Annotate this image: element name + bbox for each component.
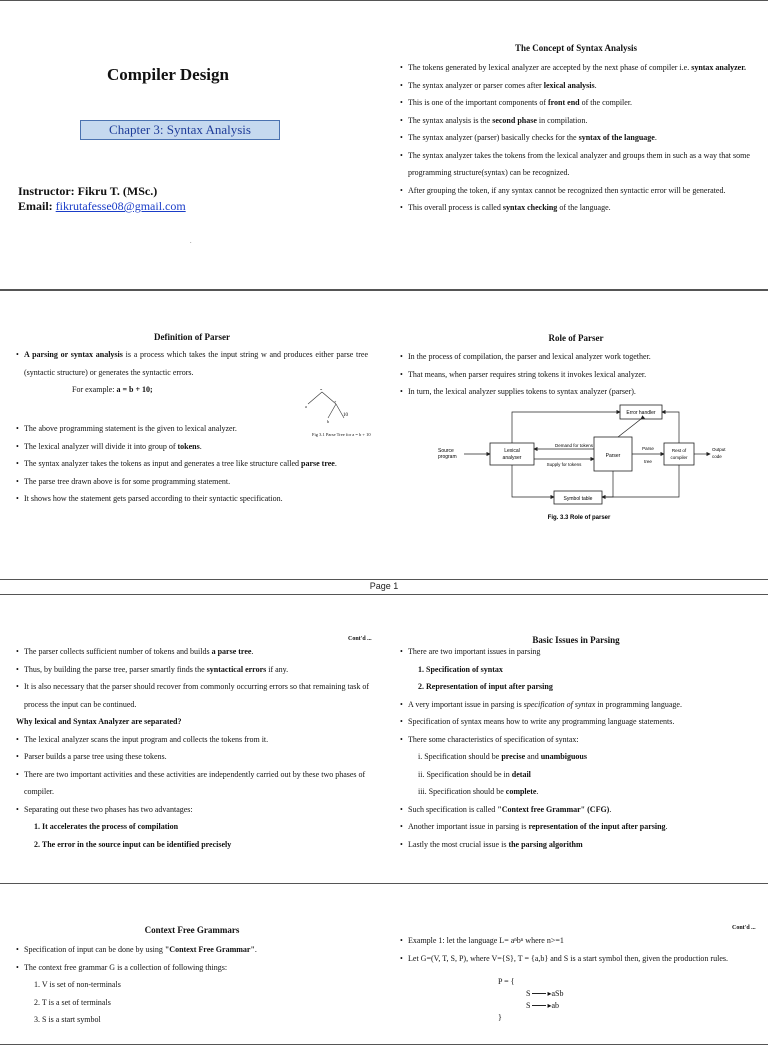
rest-of-compiler-box	[664, 443, 694, 465]
list-item: i. Specification should be precise and unambiguous	[418, 752, 587, 761]
list-item: • The tokens generated by lexical analyzer are accepted by the next phase of compiler i.e. syntax analyzer.	[400, 59, 760, 77]
svg-text:Symbol table: Symbol table	[563, 496, 593, 502]
bullet-list	[400, 59, 760, 217]
svg-text:Source: Source	[438, 448, 454, 454]
definition-slide	[0, 291, 384, 579]
list-item: • That means, when parser requires string tokens it invokes lexical analyzer.	[400, 366, 760, 384]
svg-text:Rest of: Rest of	[671, 448, 687, 453]
list-item: 2. The error in the source input can be identified precisely	[34, 839, 232, 849]
list-item: • In turn, the lexical analyzer supplies tokens to syntax analyzer (parser).	[400, 383, 760, 401]
cfg-slide	[0, 884, 384, 1044]
rule: S ▸aSb	[526, 989, 564, 998]
list-item: • Another important issue in parsing is representation of the input after parsing.	[400, 818, 760, 836]
list-item: • The syntax analyzer (parser) basically checks for the syntax of the language.	[400, 129, 760, 147]
svg-text:Parser: Parser	[605, 453, 621, 459]
production-rules	[498, 976, 563, 1024]
svg-text:a: a	[305, 404, 307, 409]
lexical-analyser-box	[490, 443, 534, 465]
list-item: iii. Specification should be complete.	[418, 787, 539, 796]
list-item: • This overall process is called syntax checking of the language.	[400, 199, 760, 217]
slide-title: The Concept of Syntax Analysis	[514, 43, 638, 53]
section-heading: Why lexical and Syntax Analyzer are separated?	[16, 717, 182, 726]
title-slide	[0, 1, 384, 289]
bullet-list	[400, 348, 760, 401]
list-item: • The syntax analyzer or parser comes after lexical analysis.	[400, 77, 760, 95]
error-handler-label: Error handler	[626, 410, 656, 416]
rule: S ▸ab	[526, 1001, 560, 1010]
slide-title: Definition of Parser	[154, 332, 230, 342]
svg-text:program: program	[438, 454, 457, 460]
role-of-parser-diagram	[434, 401, 734, 526]
svg-text:b: b	[327, 419, 329, 424]
page-number: Page 1	[369, 581, 399, 591]
list-item: 3. S is a start symbol	[34, 1015, 101, 1024]
email-line	[18, 199, 186, 214]
list-item: 2. T is a set of terminals	[34, 997, 111, 1007]
page-sheet-4	[0, 883, 768, 1045]
list-item: • It is also necessary that the parser should recover from commonly occurring errors so that remaining task of process the input can be continued.	[16, 678, 372, 713]
list-item: • Example 1: let the language L= aⁿbⁿ where n>=1	[400, 932, 752, 950]
list-item: 1. V is set of non-terminals	[34, 980, 121, 989]
list-item: • The lexical analyzer will divide it into group of tokens.	[16, 438, 368, 456]
bullet-list	[400, 643, 760, 853]
instructor-line: Instructor: Fikru T. (MSc.)	[18, 184, 158, 198]
list-item: • The parse tree drawn above is for some programming statement.	[16, 473, 368, 491]
chapter-title: Chapter 3: Syntax Analysis	[109, 122, 251, 137]
bullet-list	[16, 420, 368, 508]
email-link[interactable]: fikrutafesse08@gmail.com	[55, 199, 186, 213]
page-sheet-2	[0, 290, 768, 580]
svg-text:compiler: compiler	[670, 455, 688, 460]
list-item: • There some characteristics of specification of syntax:	[400, 731, 760, 749]
list-item: ii. Specification should be in detail	[418, 769, 531, 779]
diagram-caption: Fig. 3.3 Role of parser	[547, 515, 611, 521]
slide-title: Basic Issues in Parsing	[532, 635, 620, 645]
bullet-list	[400, 932, 752, 967]
svg-text:tree: tree	[644, 459, 652, 464]
list-item: • The syntax analysis is the second phase in compilation.	[400, 112, 760, 130]
list-item: • In the process of compilation, the parser and lexical analyzer work together.	[400, 348, 760, 366]
list-item: • This is one of the important components of front end of the compiler.	[400, 94, 760, 112]
svg-text:=: =	[320, 387, 323, 392]
list-item: • It shows how the statement gets parsed according to their syntactic specification.	[16, 490, 368, 508]
bullet-list	[16, 941, 372, 1029]
page-sheet-1	[0, 0, 768, 290]
svg-text:Parse: Parse	[642, 446, 654, 451]
list-item: • A parsing or syntax analysis is a process which takes the input string w and produces either parse tree (syntactic structure) or generates the syntactic errors.	[16, 346, 368, 381]
slide-title: Context Free Grammars	[144, 925, 240, 935]
p-close: }	[498, 1013, 502, 1022]
svg-text:10: 10	[343, 413, 348, 418]
list-item: • The lexical analyzer scans the input program and collects the tokens from it.	[16, 731, 372, 749]
role-of-parser-slide	[384, 291, 768, 579]
list-item: • The parser collects sufficient number of tokens and builds a parse tree.	[16, 643, 372, 661]
bullet-list	[16, 643, 372, 853]
list-item: • Specification of input can be done by using "Context Free Grammar".	[16, 941, 372, 959]
list-item: • Separating out these two phases has two advantages:	[16, 801, 372, 819]
list-item: • A very important issue in parsing is specification of syntax in programming language.	[400, 696, 760, 714]
list-item: • There are two important activities and these activities are independently carried out by these two phases of compiler.	[16, 766, 372, 801]
cfg-example-slide	[384, 884, 768, 1044]
contd-slide	[0, 595, 384, 883]
list-item: • The context free grammar G is a collection of following things:	[16, 959, 372, 977]
svg-text:Output: Output	[712, 447, 726, 452]
list-item: • Lastly the most crucial issue is the parsing algorithm	[400, 836, 760, 854]
page-sheet-3	[0, 594, 768, 884]
list-item: • The syntax analyzer takes the tokens as input and generates a tree like structure called parse tree.	[16, 455, 368, 473]
svg-text:+: +	[334, 399, 337, 404]
svg-text:analyser: analyser	[502, 455, 522, 461]
list-item: 1. It accelerates the process of compilation	[34, 822, 179, 831]
tree-caption: Fig 3.1 Parse Tree for a = b + 10	[312, 432, 371, 437]
list-item: • The above programming statement is the given to lexical analyzer.	[16, 420, 368, 438]
example-line: For example: a = b + 10;	[72, 385, 153, 394]
svg-text:Lexical: Lexical	[504, 448, 520, 454]
chapter-banner	[80, 120, 280, 140]
list-item: • Parser builds a parse tree using these tokens.	[16, 748, 372, 766]
list-item: • Thus, by building the parse tree, parser smartly finds the syntactical errors if any.	[16, 661, 372, 679]
list-item: 1. Specification of syntax	[418, 664, 503, 674]
list-item: • The syntax analyzer takes the tokens from the lexical analyzer and groups them in such as a way that some programming structure(syntax) can be recognized.	[400, 147, 760, 182]
slide-title: Role of Parser	[548, 333, 604, 343]
concept-slide	[384, 1, 768, 289]
svg-text:Demand for tokens: Demand for tokens	[554, 443, 594, 448]
svg-text:Supply for tokens: Supply for tokens	[546, 462, 582, 467]
contd-label: Cont'd ...	[732, 925, 756, 931]
list-item: 2. Representation of input after parsing	[418, 682, 553, 691]
svg-text:code: code	[712, 454, 722, 459]
p-open: P = {	[498, 977, 515, 986]
list-item: • Specification of syntax means how to write any programming language statements.	[400, 713, 760, 731]
email-label: Email:	[18, 199, 53, 213]
basic-issues-slide	[384, 595, 768, 883]
list-item: • Let G=(V, T, S, P), where V={S}, T = {a,b} and S is a start symbol then, given the production rules.	[400, 950, 752, 968]
list-item: • There are two important issues in parsing	[400, 643, 760, 661]
slide-footer-mark: •	[190, 240, 192, 245]
course-title: Compiler Design	[107, 65, 229, 84]
list-item: • Such specification is called "Context free Grammar" (CFG).	[400, 801, 760, 819]
list-item: • After grouping the token, if any syntax cannot be recognized then syntactic error will be generated.	[400, 182, 760, 200]
contd-label: Cont'd ...	[348, 636, 372, 642]
